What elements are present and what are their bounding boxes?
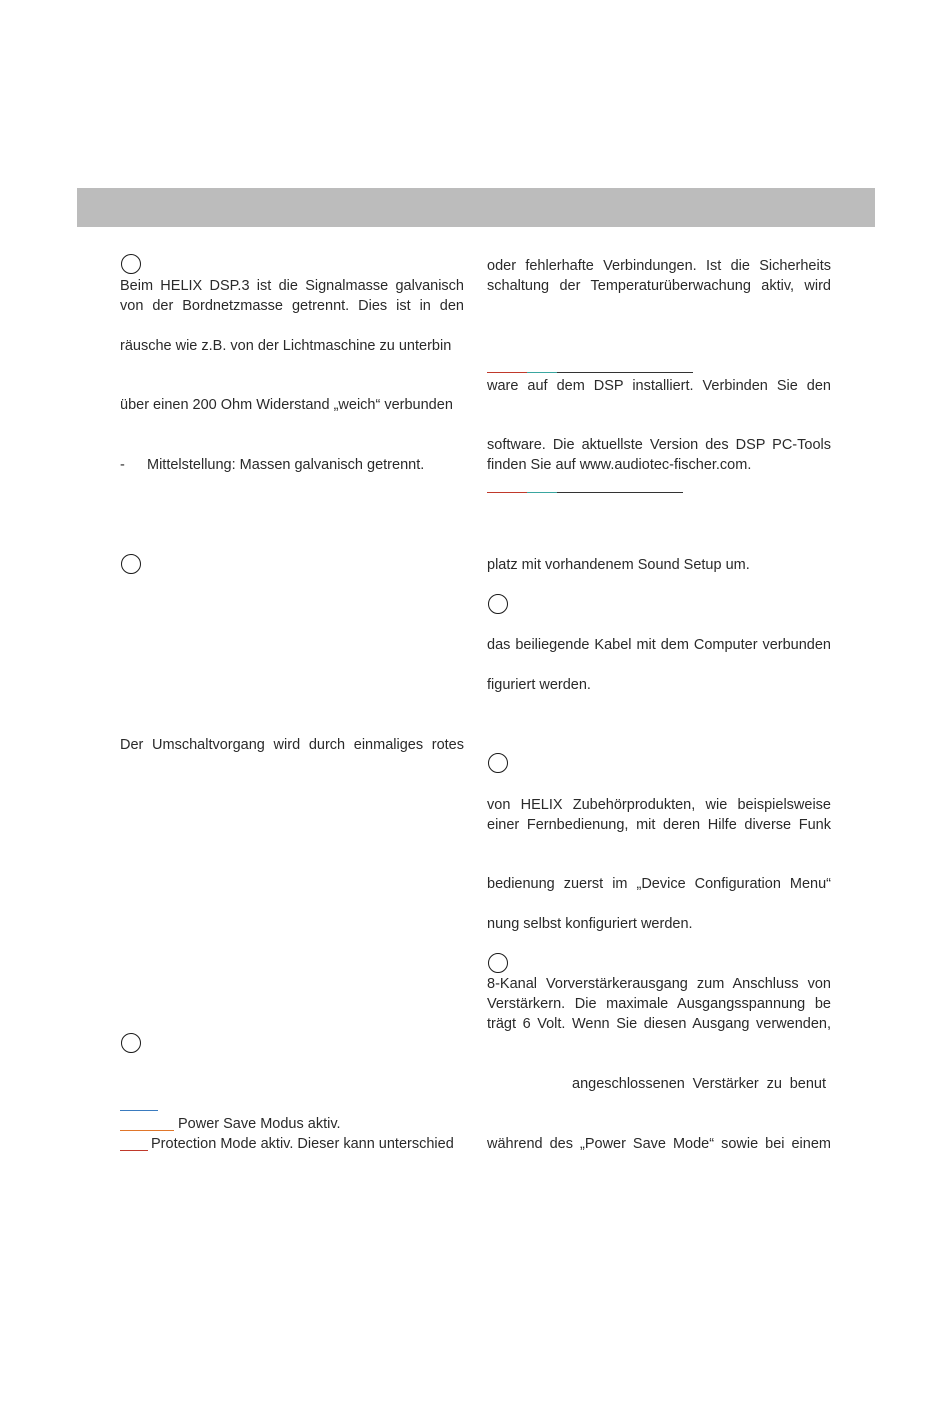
link-underline-black (557, 372, 693, 373)
number-circle-left-2 (121, 554, 141, 574)
bullet-marker: - (120, 457, 125, 473)
number-circle-right-2 (488, 753, 508, 773)
right-text-line: bedienung zuerst im „Device Configuration Menu“ (487, 876, 831, 892)
section-header-bar (77, 188, 875, 227)
right-text-line: während des „Power Save Mode“ sowie bei einem (487, 1136, 831, 1152)
right-text-line: angeschlossenen Verstärker zu benut (572, 1076, 826, 1092)
right-text-line: trägt 6 Volt. Wenn Sie diesen Ausgang verwenden, (487, 1016, 831, 1032)
number-circle-left-3 (121, 1033, 141, 1053)
status-blue-line (120, 1110, 158, 1111)
right-text-line: einer Fernbedienung, mit deren Hilfe diverse Funk (487, 817, 831, 833)
right-text-line: nung selbst konfiguriert werden. (487, 916, 693, 932)
right-text-line: oder fehlerhafte Verbindungen. Ist die Sicherheits (487, 258, 831, 274)
left-text-line: Der Umschaltvorgang wird durch einmaliges rotes (120, 737, 464, 753)
link-underline-teal (527, 372, 557, 373)
status-red-text: Protection Mode aktiv. Dieser kann unterschied (151, 1136, 454, 1152)
left-text-line: räusche wie z.B. von der Lichtmaschine zu unterbin (120, 338, 452, 354)
right-text-line: software. Die aktuellste Version des DSP PC-Tools (487, 437, 831, 453)
number-circle-left-1 (121, 254, 141, 274)
right-text-line: von HELIX Zubehörprodukten, wie beispielsweise (487, 797, 831, 813)
right-text-line: platz mit vorhandenem Sound Setup um. (487, 557, 750, 573)
right-text-line: ware auf dem DSP installiert. Verbinden Sie den (487, 378, 831, 394)
right-text-line: Verstärkern. Die maximale Ausgangsspannung be (487, 996, 831, 1012)
status-orange-line (120, 1130, 174, 1131)
left-text-line: von der Bordnetzmasse getrennt. Dies ist in den (120, 298, 464, 314)
bullet-text: Mittelstellung: Massen galvanisch getrennt. (147, 457, 425, 473)
link-underline-black (557, 492, 683, 493)
number-circle-right-1 (488, 594, 508, 614)
left-text-line: über einen 200 Ohm Widerstand „weich“ verbunden (120, 397, 453, 413)
number-circle-right-3 (488, 953, 508, 973)
right-text-line: schaltung der Temperaturüberwachung aktiv, wird (487, 278, 831, 294)
right-text-line: figuriert werden. (487, 677, 591, 693)
status-orange-text: Power Save Modus aktiv. (178, 1116, 341, 1132)
link-underline-teal (527, 492, 557, 493)
link-underline-red (487, 372, 527, 373)
link-underline-red (487, 492, 527, 493)
status-red-line (120, 1150, 148, 1151)
right-text-line: das beiliegende Kabel mit dem Computer verbunden (487, 637, 831, 653)
right-text-line: finden Sie auf www.audiotec-fischer.com. (487, 457, 752, 473)
left-text-line: Beim HELIX DSP.3 ist die Signalmasse galvanisch (120, 278, 464, 294)
right-text-line: 8-Kanal Vorverstärkerausgang zum Anschluss von (487, 976, 831, 992)
